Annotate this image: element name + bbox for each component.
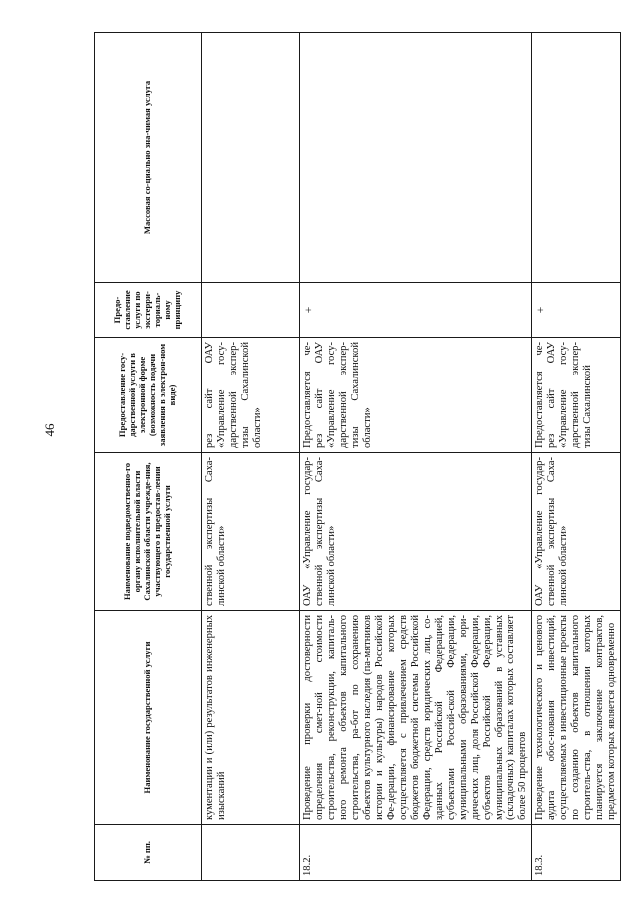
header-agency: Наименование подведомственно-го органу исполнительной власти Сахалинской области учрежде-ния, участвующего в предостав-лении государственной услуги <box>95 453 202 611</box>
header-service: Наименование государственной услуги <box>95 611 202 825</box>
rotated-page <box>94 33 618 881</box>
row-agency: ственной экспертизы Саха-линской области» <box>202 453 300 611</box>
row-electronic: Предоставляется че-рез сайт ОАУ «Управление госу-дарственной экспер-тизы Сахалинской области» <box>300 338 532 453</box>
row-mass <box>300 33 532 283</box>
row-electronic: рез сайт ОАУ «Управление госу-дарственной экспер-тизы Сахалинской области» <box>202 338 300 453</box>
row-num: 18.2. <box>300 825 532 881</box>
table-row <box>300 33 532 881</box>
row-service: Проведение проверки достоверности определения смет-ной стоимости строительства, реконструкции, капиталь-ного ремонта объектов капитального строительства, ра-бот по сохранению объектов культурного наследия (па-мятников истории и культуры) народов Российской Фе-дерации, финансирование которых осуществляется с привлечением средств бюджетов бюджетной системы Российской Федерации, средств юридических лиц, со-зданных Российской Федерацией, субъектами Россий-ской Федерации, муниципальными образованиями, юри-дических лиц, доля Российской Федерации, субъектов Российской Федерации, муниципальных образований в уставных (складочных) капиталах которых составляет более 50 процентов <box>300 611 532 825</box>
row-agency: ОАУ «Управление государ-ственной экспертизы Саха-линской области» <box>532 453 621 611</box>
header-mass: Массовая со-циально зна-чимая услуга <box>95 33 202 283</box>
row-service: Проведение технологического и ценового аудита обос-нования инвестиций, осуществляемых в инвестиционные проекты по созданию объектов капитального строитель-ства, в отношении которых планируется заключение контрактов, предметом которых является одновременно <box>532 611 621 825</box>
header-num: № пп. <box>95 825 202 881</box>
table-row <box>202 33 300 881</box>
row-extraterritorial <box>202 283 300 338</box>
table-header-row <box>95 33 202 881</box>
row-num: 18.3. <box>532 825 621 881</box>
row-agency: ОАУ «Управление государ-ственной экспертизы Саха-линской области» <box>300 453 532 611</box>
header-extraterritorial: Предо-ставление услуги по экстерри-ториаль-ному принципу <box>95 283 202 338</box>
row-mass <box>202 33 300 283</box>
table-row <box>532 33 621 881</box>
row-electronic: Предоставляется че-рез сайт ОАУ «Управление госу-дарственной экспер-тизы Сахалинской <box>532 338 621 453</box>
row-extraterritorial: + <box>532 283 621 338</box>
services-table <box>94 32 621 881</box>
row-mass <box>532 33 621 283</box>
header-electronic: Предоставление госу-дарственной услуги в электронной форме (возможность подачи заявления в электрон-ном виде) <box>95 338 202 453</box>
row-extraterritorial: + <box>300 283 532 338</box>
row-num <box>202 825 300 881</box>
row-service: кументации и (или) результатов инженерных изысканий <box>202 611 300 825</box>
page-number: 46 <box>42 423 57 437</box>
